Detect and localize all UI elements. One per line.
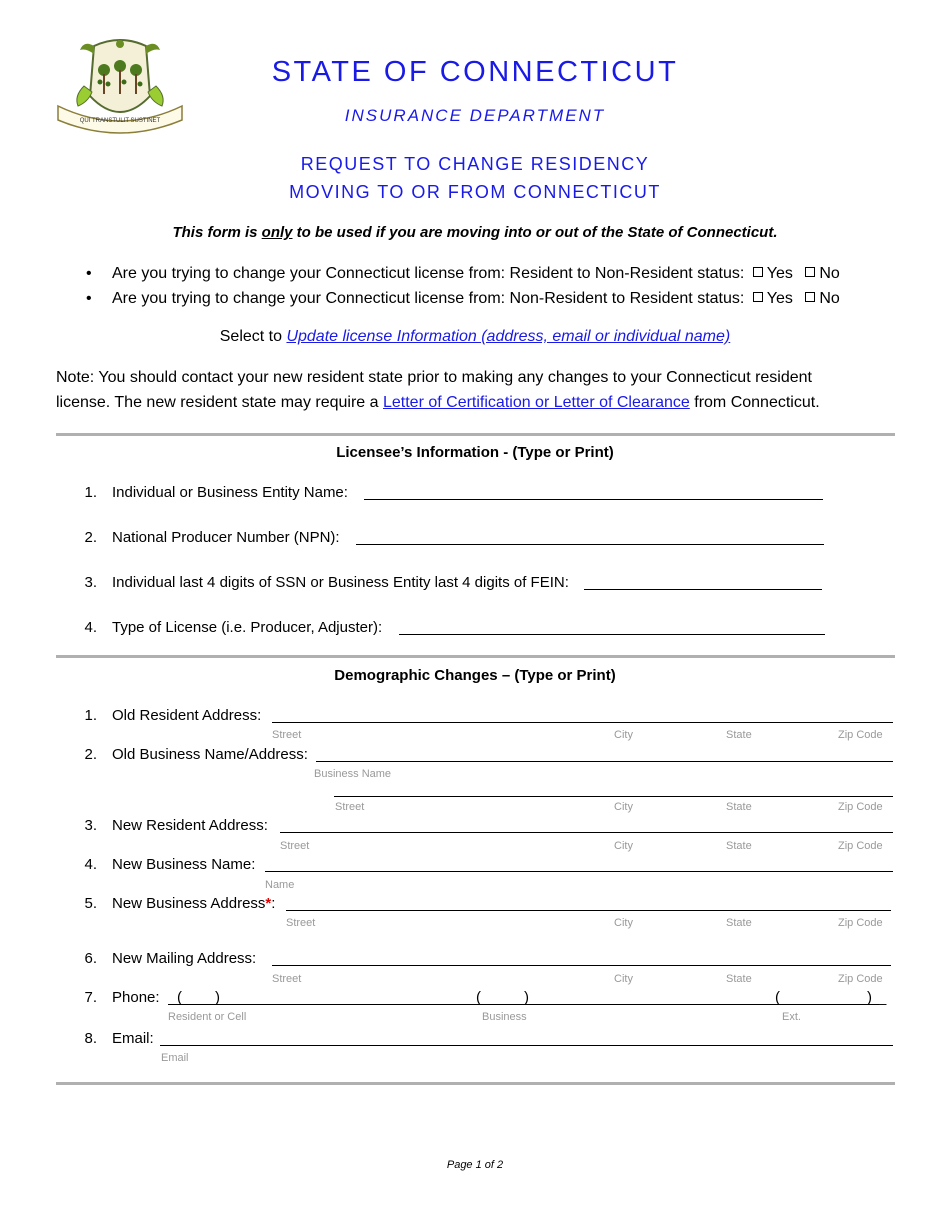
note-line-1: Note: You should contact your new resident state prior to making any changes to your Connecticut resident bbox=[56, 369, 812, 386]
entity-name-field[interactable] bbox=[364, 483, 823, 500]
form-title-line-2: MOVING TO OR FROM CONNECTICUT bbox=[289, 182, 661, 202]
licensee-heading: Licensee’s Information - (Type or Print) bbox=[336, 444, 614, 461]
new-mailing-address-field[interactable] bbox=[272, 949, 891, 966]
no-checkbox[interactable] bbox=[805, 267, 815, 277]
sub-zip: Zip Code bbox=[838, 801, 883, 813]
question-text: Are you trying to change your Connecticut license from: Non-Resident to Resident status: bbox=[112, 290, 745, 307]
sub-resident-cell: Resident or Cell bbox=[168, 1011, 247, 1023]
demo-label-8: Email: bbox=[112, 1030, 154, 1047]
divider bbox=[56, 1082, 895, 1085]
sub-zip: Zip Code bbox=[838, 729, 883, 741]
email-field[interactable] bbox=[160, 1029, 893, 1046]
question-text: Are you trying to change your Connecticut license from: Resident to Non-Resident status: bbox=[112, 265, 745, 282]
area-code-open: ( bbox=[177, 989, 182, 1006]
sub-state: State bbox=[726, 801, 752, 813]
sub-zip: Zip Code bbox=[838, 917, 883, 929]
note-line-2 bbox=[56, 394, 820, 412]
sub-city: City bbox=[614, 729, 633, 741]
divider bbox=[56, 655, 895, 658]
sub-state: State bbox=[726, 840, 752, 852]
sub-street: Street bbox=[272, 973, 302, 985]
sub-business: Business bbox=[482, 1011, 527, 1023]
old-resident-address-field[interactable] bbox=[272, 706, 893, 723]
demo-label-2: Old Business Name/Address: bbox=[112, 746, 308, 763]
page-number: Page 1 of 2 bbox=[446, 1159, 504, 1171]
licensee-num-3: 3. bbox=[84, 574, 97, 591]
licensee-label-4: Type of License (i.e. Producer, Adjuster): bbox=[112, 619, 383, 636]
demo-num-1: 1. bbox=[84, 707, 97, 724]
licensee-label-1: Individual or Business Entity Name: bbox=[112, 484, 348, 501]
note-line-2-pre: license. The new resident state may require a bbox=[56, 394, 383, 411]
divider bbox=[56, 433, 895, 436]
update-line bbox=[0, 328, 950, 346]
demo-label-5 bbox=[112, 895, 275, 912]
licensee-label-3: Individual last 4 digits of SSN or Business Entity last 4 digits of FEIN: bbox=[112, 574, 569, 591]
sub-ext: Ext. bbox=[782, 1011, 801, 1023]
npn-field[interactable] bbox=[356, 528, 824, 545]
note-line-2-post: from Connecticut. bbox=[689, 394, 820, 411]
extension-field[interactable] bbox=[776, 988, 879, 1005]
sub-state: State bbox=[726, 917, 752, 929]
usage-notice-post: to be used if you are moving into or out of the State of Connecticut. bbox=[292, 224, 778, 241]
sub-street: Street bbox=[280, 840, 310, 852]
demographic-heading: Demographic Changes – (Type or Print) bbox=[334, 667, 616, 684]
sub-email: Email bbox=[161, 1052, 189, 1064]
no-checkbox[interactable] bbox=[805, 292, 815, 302]
yes-checkbox[interactable] bbox=[753, 292, 763, 302]
seal-motto: QUI TRANSTULIT SUSTINET bbox=[79, 118, 161, 124]
no-label: No bbox=[819, 290, 840, 307]
licensee-num-1: 1. bbox=[84, 484, 97, 501]
demo-num-3: 3. bbox=[84, 817, 97, 834]
demo-num-8: 8. bbox=[84, 1030, 97, 1047]
ssn-fein-field[interactable] bbox=[584, 573, 822, 590]
sub-state: State bbox=[726, 973, 752, 985]
sub-street: Street bbox=[286, 917, 316, 929]
update-license-link[interactable]: Update license Information (address, email or individual name) bbox=[286, 328, 731, 345]
required-marker: * bbox=[265, 895, 272, 912]
demo-label-4: New Business Name: bbox=[112, 856, 256, 873]
yes-label: Yes bbox=[766, 265, 793, 282]
bullet-icon: • bbox=[86, 290, 92, 307]
sub-street: Street bbox=[272, 729, 302, 741]
licensee-num-4: 4. bbox=[84, 619, 97, 636]
demo-label-7: Phone: bbox=[112, 989, 160, 1006]
update-prefix: Select to bbox=[219, 328, 287, 345]
area-code-close: ) bbox=[215, 989, 220, 1006]
demo-label-3: New Resident Address: bbox=[112, 817, 268, 834]
old-business-name-field[interactable] bbox=[316, 745, 893, 762]
demo-label-5-text: New Business Address bbox=[112, 895, 266, 912]
sub-business-name: Business Name bbox=[314, 768, 392, 780]
licensee-label-2: National Producer Number (NPN): bbox=[112, 529, 340, 546]
license-type-field[interactable] bbox=[399, 618, 825, 635]
usage-notice-only: only bbox=[261, 224, 293, 241]
new-business-name-field[interactable] bbox=[265, 855, 893, 872]
area-code-open: ( bbox=[476, 989, 481, 1006]
yes-label: Yes bbox=[766, 290, 793, 307]
form-title-line-1: REQUEST TO CHANGE RESIDENCY bbox=[300, 154, 650, 174]
ext-close: ) bbox=[867, 989, 872, 1006]
sub-street: Street bbox=[335, 801, 365, 813]
bullet-icon: • bbox=[86, 265, 92, 282]
demo-label-6: New Mailing Address: bbox=[112, 950, 257, 967]
sub-state: State bbox=[726, 729, 752, 741]
new-resident-address-field[interactable] bbox=[280, 816, 893, 833]
demo-label-1: Old Resident Address: bbox=[112, 707, 262, 724]
demo-num-7: 7. bbox=[84, 989, 97, 1006]
ext-open: ( bbox=[775, 989, 780, 1006]
sub-city: City bbox=[614, 917, 633, 929]
sub-city: City bbox=[614, 973, 633, 985]
business-phone-field[interactable] bbox=[478, 988, 776, 1005]
demo-num-6: 6. bbox=[84, 950, 97, 967]
state-title: STATE OF CONNECTICUT bbox=[271, 56, 679, 88]
yes-checkbox[interactable] bbox=[753, 267, 763, 277]
demo-num-2: 2. bbox=[84, 746, 97, 763]
usage-notice bbox=[0, 224, 950, 241]
sub-zip: Zip Code bbox=[838, 840, 883, 852]
demo-num-4: 4. bbox=[84, 856, 97, 873]
usage-notice-pre: This form is bbox=[172, 224, 262, 241]
ext-tail: _ bbox=[878, 989, 887, 1006]
certification-link[interactable]: Letter of Certification or Letter of Clearance bbox=[382, 394, 690, 411]
department-title: INSURANCE DEPARTMENT bbox=[344, 106, 606, 125]
demo-label-5-colon: : bbox=[271, 895, 276, 912]
licensee-num-2: 2. bbox=[84, 529, 97, 546]
old-business-address-field[interactable] bbox=[334, 780, 893, 797]
sub-name: Name bbox=[265, 879, 295, 891]
sub-city: City bbox=[614, 801, 633, 813]
sub-zip: Zip Code bbox=[838, 973, 883, 985]
no-label: No bbox=[819, 265, 840, 282]
new-business-address-field[interactable] bbox=[286, 894, 891, 911]
sub-city: City bbox=[614, 840, 633, 852]
demo-num-5: 5. bbox=[84, 895, 97, 912]
area-code-close: ) bbox=[524, 989, 529, 1006]
